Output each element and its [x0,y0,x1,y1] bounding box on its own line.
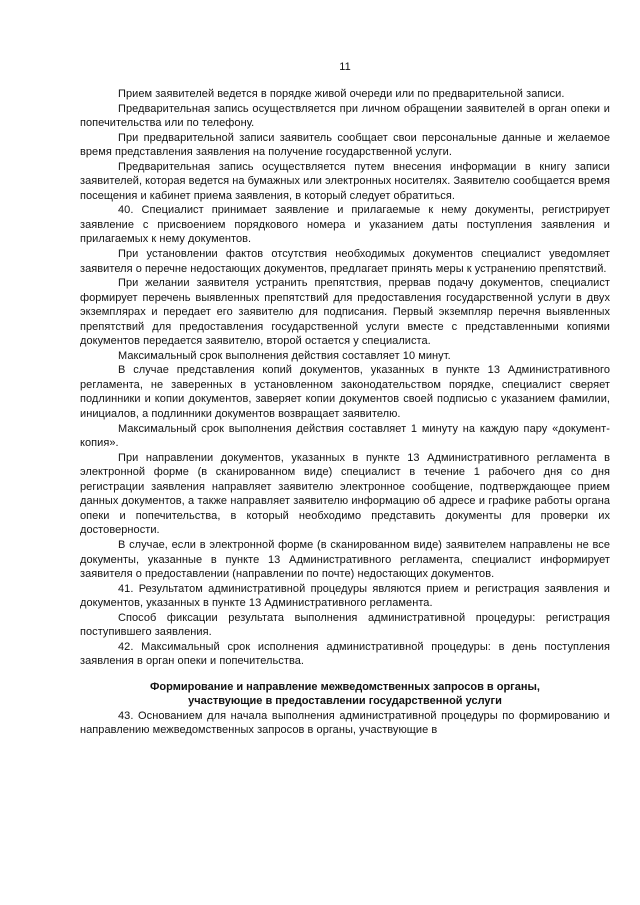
paragraph-fixation-method: Способ фиксации результата выполнения административной процедуры: регистрация поступившего заявления. [80,611,610,639]
paragraph-obstacles-list: При желании заявителя устранить препятствия, прервав подачу документов, специалист формирует перечень выявленных препятствий для предоставления государственной услуги в двух экземплярах и передает его заявителю для подписания. Первый экземпляр перечня выявленных препятствий для предоставления государственной услуги вместе с представленными копиями документов передается заявителю, второй остается у специалиста. [80,277,610,348]
paragraph-registry-book: Предварительная запись осуществляется путем внесения информации в книгу записи заявителей, которая ведется на бумажных или электронных носителях. Заявителю сообщается время посещения и кабинет приема заявления, в который следует обратиться. [80,160,610,202]
paragraph-item-43: 43. Основанием для начала выполнения административной процедуры по формированию и направлению межведомственных запросов в органы, участвующие в [80,709,610,737]
paragraph-electronic-form: При направлении документов, указанных в пункте 13 Административного регламента в электронной форме (в сканированном виде) специалист в течение 1 рабочего дня со дня регистрации заявления направляет заявителю электронное сообщение, подтверждающее прием данных документов, а также направляет заявителю информацию об адресе и графике работы органа опеки и попечительства, в который необходимо представить документы для проверки их достоверности. [80,451,610,537]
paragraph-item-40: 40. Специалист принимает заявление и прилагаемые к нему документы, регистрирует заявление с присвоением порядкового номера и указанием даты поступления заявления и прилагаемых к нему документов. [80,204,610,246]
section-heading-line-1: Формирование и направление межведомственных запросов в органы, [150,680,540,693]
paragraph-queue: Прием заявителей ведется в порядке живой очереди или по предварительной записи. [118,88,565,100]
paragraph-item-41: 41. Результатом административной процедуры являются прием и регистрация заявления и документов, указанных в пункте 13 Административного регламента. [80,582,610,610]
section-heading [80,680,610,709]
paragraph-copies: В случае представления копий документов, указанных в пункте 13 Административного регламента, не заверенных в установленном законодательством порядке, специалист сверяет подлинники и копии документов, заверяет копии документов своей подписью с указанием фамилии, инициалов, а подлинники документов возвращает заявителю. [80,364,610,421]
section-heading-line-2: участвующие в предоставлении государственной услуги [188,695,502,708]
paragraph-personal-data: При предварительной записи заявитель сообщает свои персональные данные и желаемое время представления заявления на получение государственной услуги. [80,131,610,159]
paragraph-missing-documents: При установлении фактов отсутствия необходимых документов специалист уведомляет заявителя о перечне недостающих документов, предлагает принять меры к устранению препятствий. [80,248,610,275]
paragraph-preregistration: Предварительная запись осуществляется при личном обращении заявителей в орган опеки и попечительства или по телефону. [80,102,610,130]
page-number: 11 [339,61,351,73]
paragraph-item-42: 42. Максимальный срок исполнения административной процедуры: в день поступления заявления в орган опеки и попечительства. [80,640,610,668]
paragraph-incomplete-documents: В случае, если в электронной форме (в сканированном виде) заявителем направлены не все документы, указанные в пункте 13 Административного регламента, специалист информирует заявителя о предоставлении (направлении по почте) недостающих документов. [80,538,610,581]
paragraph-time-10-min: Максимальный срок выполнения действия составляет 10 минут. [118,349,451,362]
document-page [80,60,610,738]
paragraph-time-1-min: Максимальный срок выполнения действия составляет 1 минуту на каждую пару «документ-копия». [80,422,610,450]
